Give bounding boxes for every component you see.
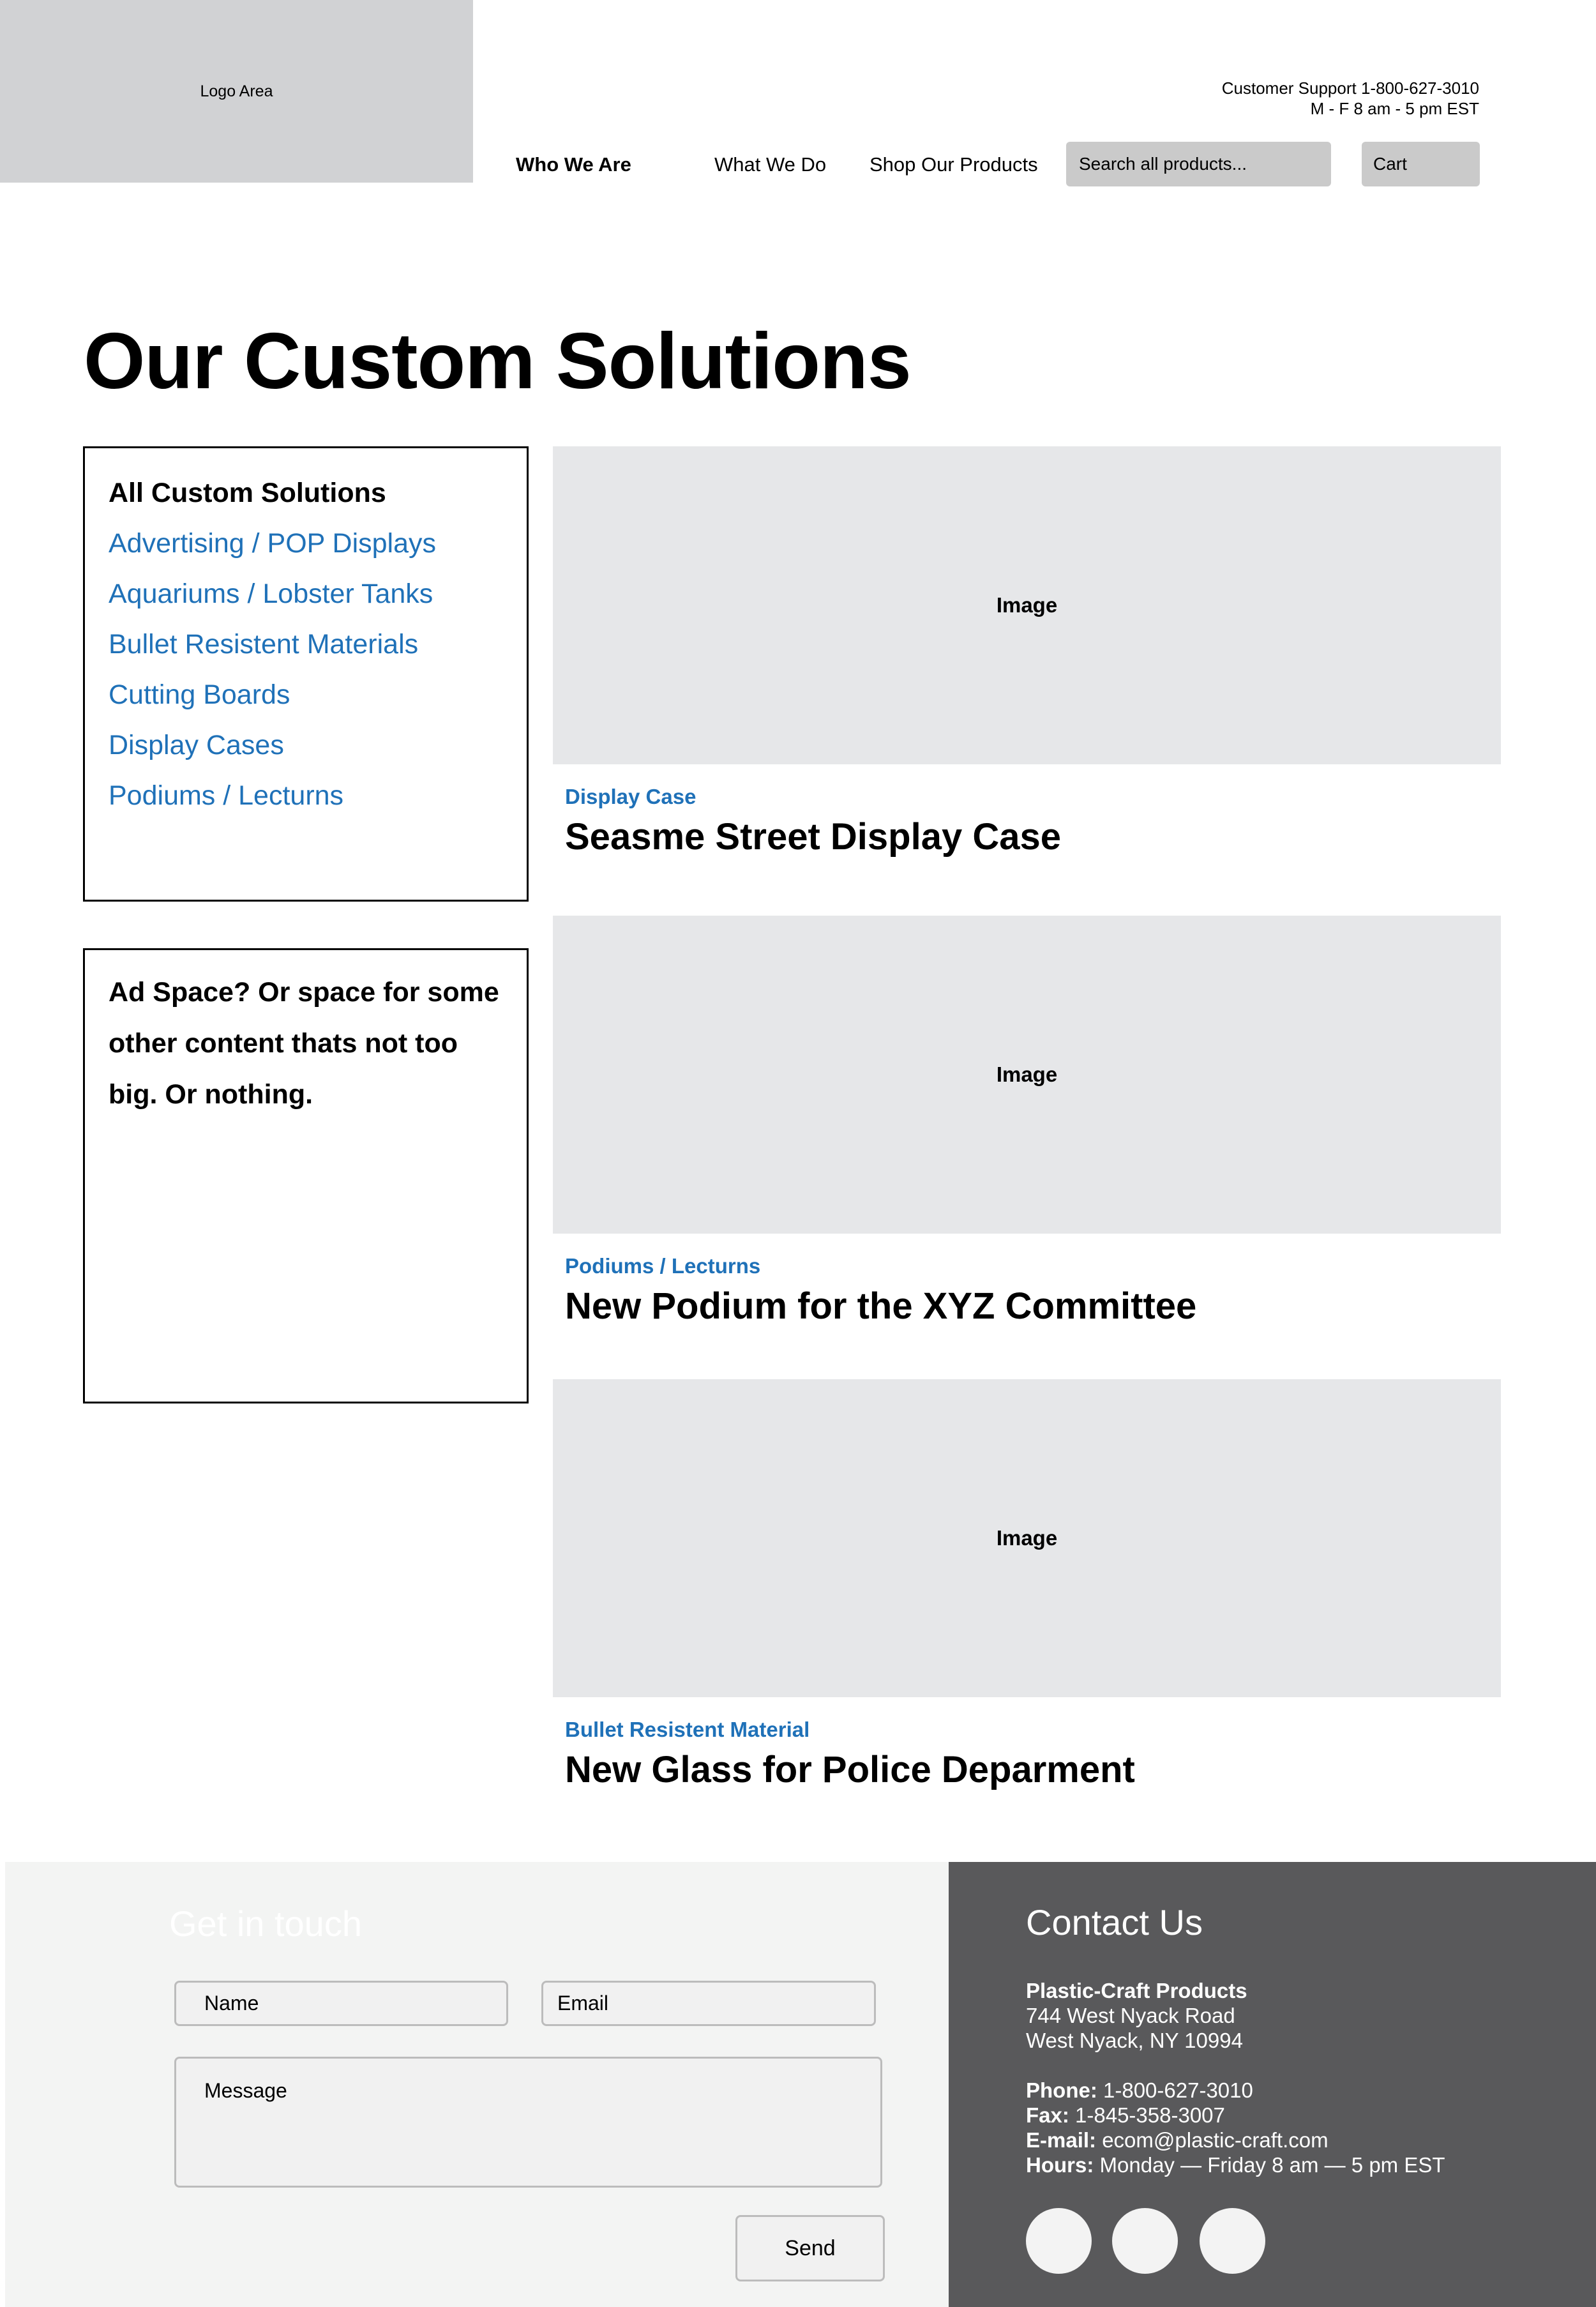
card-title[interactable]: Seasme Street Display Case xyxy=(565,816,1061,858)
ad-space xyxy=(83,948,529,1403)
contact-details xyxy=(1026,1978,1445,2177)
phone-value[interactable]: 1-800-627-3010 xyxy=(1103,2078,1253,2102)
category-list xyxy=(83,446,529,902)
card-title[interactable]: New Glass for Police Deparment xyxy=(565,1749,1135,1790)
email-field[interactable]: Email xyxy=(541,1981,876,2026)
card-category[interactable]: Podiums / Lecturns xyxy=(565,1254,761,1278)
fax-label: Fax: xyxy=(1026,2103,1069,2127)
cart-button[interactable]: Cart xyxy=(1362,142,1480,186)
get-in-touch-heading: Get in touch xyxy=(169,1903,362,1944)
social-icon[interactable] xyxy=(1200,2208,1265,2274)
name-field[interactable]: Name xyxy=(174,1981,508,2026)
category-link[interactable]: Bullet Resistent Materials xyxy=(109,629,419,660)
support-hours: M - F 8 am - 5 pm EST xyxy=(1310,99,1479,118)
card-image[interactable] xyxy=(553,1379,1501,1697)
logo-area[interactable] xyxy=(0,0,473,183)
fax-value: 1-845-358-3007 xyxy=(1075,2103,1225,2127)
social-icon[interactable] xyxy=(1026,2208,1092,2274)
card-title[interactable]: New Podium for the XYZ Committee xyxy=(565,1285,1197,1327)
nav-what-we-do[interactable]: What We Do xyxy=(714,153,827,176)
customer-support xyxy=(1222,78,1479,119)
logo-label: Logo Area xyxy=(200,82,273,100)
category-link[interactable]: Display Cases xyxy=(109,730,284,760)
image-placeholder-label: Image xyxy=(996,1526,1058,1550)
image-placeholder-label: Image xyxy=(996,593,1058,617)
card-category[interactable]: Bullet Resistent Material xyxy=(565,1718,810,1741)
page-title: Our Custom Solutions xyxy=(84,317,911,405)
message-field[interactable]: Message xyxy=(174,2057,882,2188)
contact-us-heading: Contact Us xyxy=(1026,1902,1203,1942)
address-line: West Nyack, NY 10994 xyxy=(1026,2029,1243,2052)
category-link[interactable]: Advertising / POP Displays xyxy=(109,528,437,559)
nav-shop-our-products[interactable]: Shop Our Products xyxy=(870,153,1038,176)
social-icon[interactable] xyxy=(1112,2208,1178,2274)
address-line: 744 West Nyack Road xyxy=(1026,2004,1235,2027)
card-image[interactable] xyxy=(553,446,1501,764)
search-input[interactable]: Search all products... xyxy=(1066,142,1331,186)
category-all[interactable]: All Custom Solutions xyxy=(109,478,386,508)
category-link[interactable]: Cutting Boards xyxy=(109,679,290,710)
category-link[interactable]: Aquariums / Lobster Tanks xyxy=(109,579,433,609)
category-link[interactable]: Podiums / Lecturns xyxy=(109,780,344,811)
company-name: Plastic-Craft Products xyxy=(1026,1979,1247,2002)
image-placeholder-label: Image xyxy=(996,1063,1058,1086)
card-image[interactable] xyxy=(553,916,1501,1234)
nav-who-we-are[interactable]: Who We Are xyxy=(516,153,631,176)
support-phone: Customer Support 1-800-627-3010 xyxy=(1221,79,1479,98)
hours-label: Hours: xyxy=(1026,2153,1094,2177)
send-button[interactable]: Send xyxy=(735,2215,885,2281)
ad-text: Ad Space? Or space for some other content thats not too big. Or nothing. xyxy=(109,977,499,1110)
email-value[interactable]: ecom@plastic-craft.com xyxy=(1102,2128,1329,2152)
email-label: E-mail: xyxy=(1026,2128,1097,2152)
phone-label: Phone: xyxy=(1026,2078,1097,2102)
hours-value: Monday — Friday 8 am — 5 pm EST xyxy=(1099,2153,1445,2177)
card-category[interactable]: Display Case xyxy=(565,785,696,808)
